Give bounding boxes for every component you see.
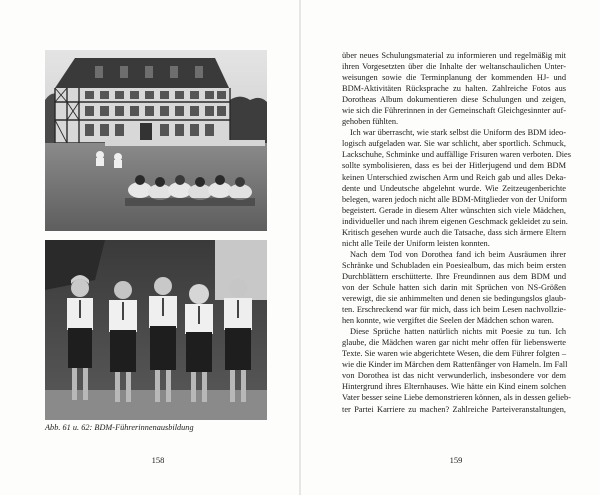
right-page	[301, 0, 600, 495]
photo-bdm-girls-image	[45, 240, 267, 420]
text-line: weisungen sowie die Terminplanung der kommenden HJ- und	[342, 73, 566, 83]
text-line: Nach dem Tod von Dorothea fand ich beim Ausräumen ihrer	[350, 249, 566, 259]
photo-half-timbered-house-image	[45, 50, 267, 231]
page-number-right: 159	[449, 455, 463, 465]
text-line: sollte symbolisieren, dass es bei der Hitlerjugend und dem BDM	[342, 161, 566, 171]
text-line: Texte. Sie waren wie abgerichtete Wesen, die dem Führer folgten –	[342, 349, 566, 359]
text-line: Hintergrund ihres Elternhauses. Wie hätte ein Kind einem solchen	[342, 382, 566, 392]
text-line: ten. Erschreckend war für mich, dass ich beim Lesen nachvollzie-	[342, 305, 566, 315]
text-line: keinen Unterschied zwischen Arm und Reich gab und alles Deka-	[342, 172, 566, 182]
text-line: Schränke und Schubladen ein Poesiealbum, das mich beim ersten	[342, 260, 566, 270]
text-line: Vater besser seine Liebe demonstrieren können, als in dessen gelieb-	[342, 393, 571, 403]
photo-half-timbered-house-group	[45, 50, 267, 231]
page-number-left: 158	[151, 455, 165, 465]
text-line: Diese Sprüche hatten natürlich nichts mit Poesie zu tun. Ich	[350, 327, 566, 337]
text-line: hen konnte, wie vergiftet die Seelen der Mädchen schon waren.	[342, 316, 554, 326]
text-line: BDM-Aktivitäten Rücksprache zu halten. Zahlreiche Fotos aus	[342, 84, 566, 94]
text-line: logisch aufgeladen war. Sie war schlicht, aber sportlich. Schmuck,	[342, 139, 566, 149]
text-line: verewigt, die sie anhimmelten und denen sie bedingungslos glaub-	[342, 294, 566, 304]
text-line: von Dorothea ist das nicht verwunderlich, insbesondere vor dem	[342, 371, 566, 381]
text-line: begeistert. Gerade in diesem Alter wünschten sich viele Mädchen,	[342, 205, 566, 215]
text-line: ihren Vorgesetzten über die Inhalte der weltanschaulichen Unter-	[342, 62, 566, 72]
text-line: dente und Undeutsche abgelehnt wurde. Wie Zeitzeugenberichte	[342, 183, 566, 193]
figure-caption: Abb. 61 u. 62: BDM-Führerinnenausbildung	[45, 423, 194, 432]
text-line: Kritisch gesehen wurde auch die Tatsache, dass sich ärmere Eltern	[342, 227, 566, 237]
body-text	[342, 50, 571, 415]
text-line: Dorotheas Album dokumentieren diese Schulungen und zeigen,	[342, 95, 566, 105]
text-line: ter Partei Karriere zu machen? Zahlreiche Parteiveranstaltungen,	[342, 404, 566, 414]
text-line: Durchblättern erschütterte. Ihre Freundinnen aus dem BDM und	[342, 271, 566, 281]
text-line: individueller und nach ihrem eigenen Geschmack gekleidet zu sein.	[342, 216, 568, 226]
text-line: von der Schule hatten sich darin mit Sprüchen von NS-Größen	[342, 282, 566, 292]
text-line: belegen, waren jedoch nicht alle BDM-Mitglieder von der Uniform	[342, 194, 567, 204]
text-line: nicht alle Teile der Uniform leisten konnten.	[342, 238, 490, 248]
text-line: Lackschuhe, Schminke und auffällige Frisuren waren verboten. Dies	[342, 150, 571, 160]
text-line: über neues Schulungsmaterial zu informieren und regelmäßig mit	[342, 51, 566, 60]
text-line: wie die Kinder im Märchen dem Rattenfänger von Hameln. Im Fall	[342, 360, 568, 370]
text-line: gehoben fühlten.	[342, 117, 399, 127]
text-line: glaube, die Mädchen waren gar nicht mehr offen für liebenswerte	[342, 338, 566, 348]
text-line: wie sich die Führerinnen in der Gemeinschaft Gleichgesinnter auf-	[342, 106, 566, 116]
photo-bdm-girls-group	[45, 240, 267, 420]
left-page	[0, 0, 299, 495]
text-line: Ich war überrascht, wie stark selbst die Uniform des BDM ideo-	[350, 128, 566, 138]
